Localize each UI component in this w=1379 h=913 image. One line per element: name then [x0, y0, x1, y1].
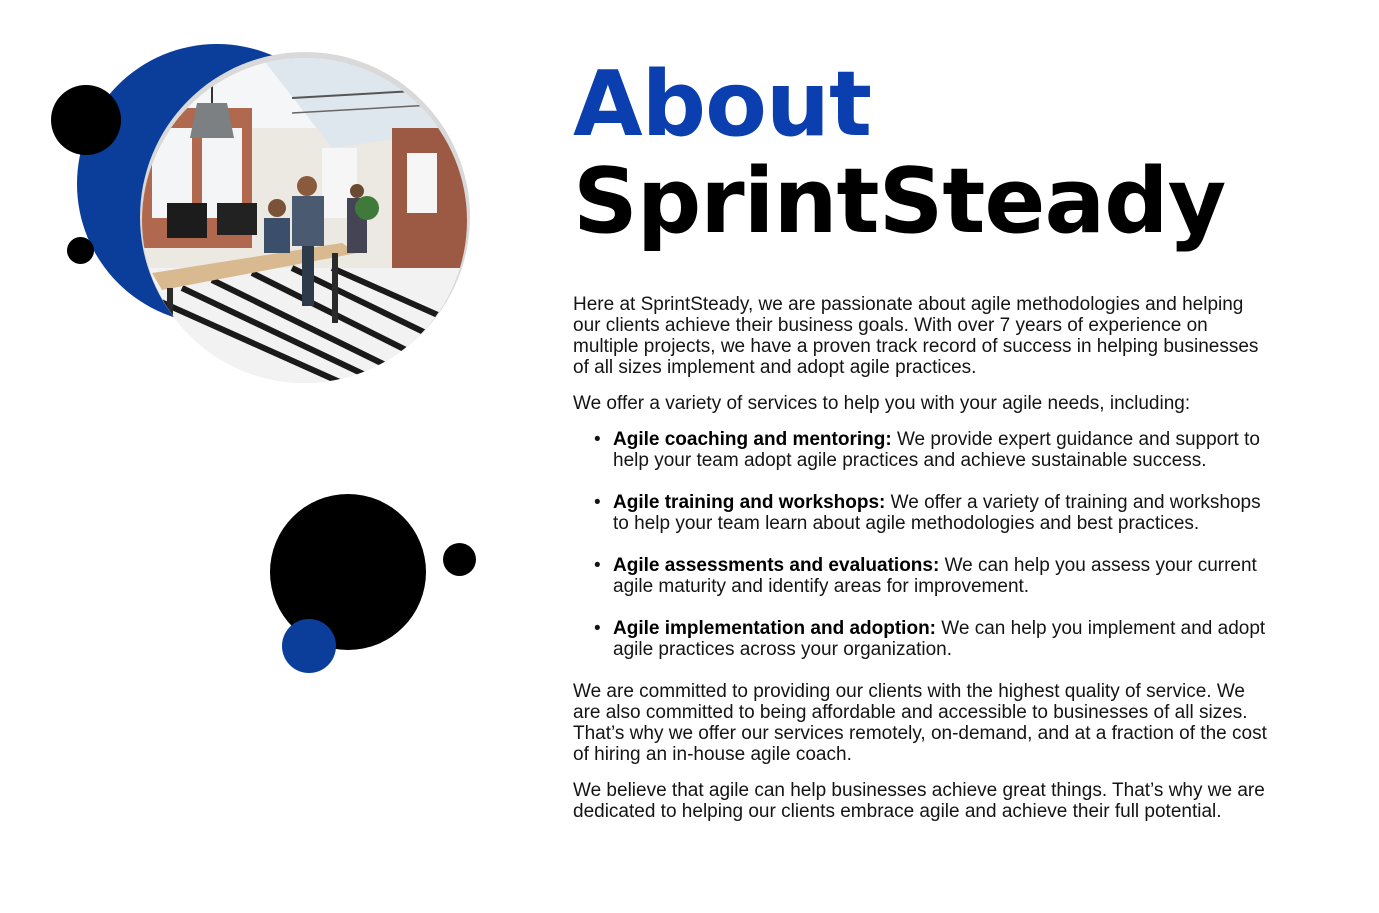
page-title: [573, 52, 1273, 254]
about-section: [573, 52, 1273, 837]
title-about: About: [573, 52, 872, 157]
services-list: [573, 429, 1273, 660]
closing-paragraph: We believe that agile can help businesses achieve great things. That’s why we are dedicated to helping our clients embrace agile and achieve their full potential.: [573, 780, 1265, 822]
service-description: We can help you assess your current agile maturity and identify areas for improvement.: [613, 555, 1257, 597]
service-description: We offer a variety of training and workshops to help your team learn about agile methodologies and best practices.: [613, 492, 1261, 534]
office-team-photo: [142, 58, 467, 383]
service-item: [613, 429, 1273, 471]
service-title: Agile coaching and mentoring:: [613, 429, 892, 450]
title-company-name: SprintSteady: [573, 149, 1226, 254]
service-description: We can help you implement and adopt agile practices across your organization.: [613, 618, 1266, 660]
decorative-black-dot: [51, 85, 121, 155]
service-title: Agile implementation and adoption:: [613, 618, 936, 639]
commitment-paragraph: We are committed to providing our clients with the highest quality of service. We are also committed to being affordable and accessible to businesses of all sizes. That’s why we offer our services remotely, on-demand, and at a fraction of the cost of hiring an in-house agile coach.: [573, 681, 1267, 765]
decorative-black-dot: [443, 543, 476, 576]
intro-paragraph: Here at SprintSteady, we are passionate about agile methodologies and helping our clients achieve their business goals. With over 7 years of experience on multiple projects, we have a proven track record of success in helping businesses of all sizes implement and adopt agile practices.: [573, 294, 1259, 378]
decorative-blue-dot: [282, 619, 336, 673]
services-intro-paragraph: We offer a variety of services to help you with your agile needs, including:: [573, 393, 1191, 414]
service-item: [613, 618, 1273, 660]
service-description: We provide expert guidance and support to help your team adopt agile practices and achieve sustainable success.: [613, 429, 1260, 471]
service-title: Agile training and workshops:: [613, 492, 886, 513]
decorative-black-dot: [67, 237, 94, 264]
service-item: [613, 555, 1273, 597]
service-title: Agile assessments and evaluations:: [613, 555, 940, 576]
about-body: [573, 294, 1273, 822]
service-item: [613, 492, 1273, 534]
